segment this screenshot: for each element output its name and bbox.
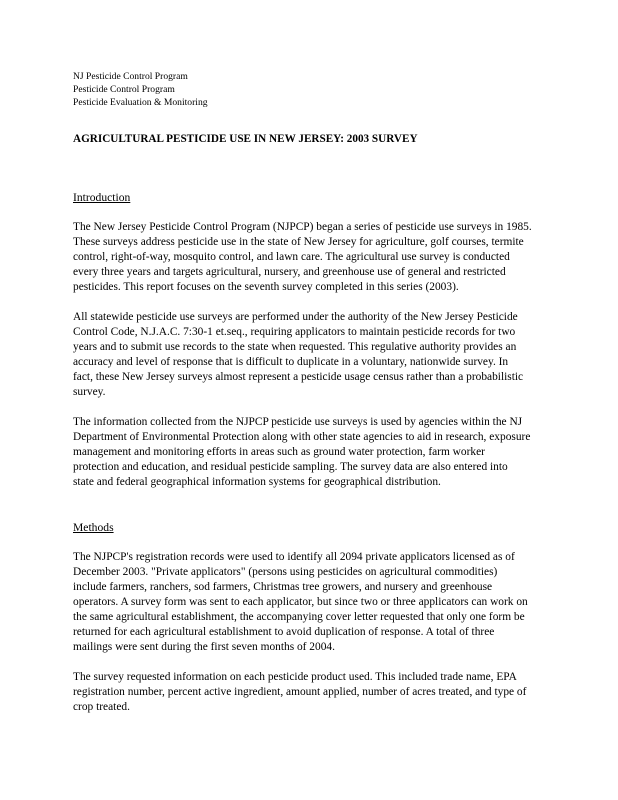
document-page [73, 70, 549, 715]
paragraph-line: operators. A survey form was sent to each applicator, but since two or three applicators can work on [73, 596, 528, 608]
paragraph-line: every three years and targets agricultural, nursery, and greenhouse use of general and restricted [73, 266, 506, 278]
paragraph-line: December 2003. "Private applicators" (persons using pesticides on agricultural commodities) [73, 566, 498, 578]
paragraph-line: protection and education, and residual pesticide sampling. The survey data are also entered into [73, 461, 508, 473]
document-header [73, 70, 549, 109]
paragraph-line: Department of Environmental Protection along with other state agencies to aid in research, exposure [73, 431, 531, 443]
introduction-paragraph-1 [73, 220, 549, 295]
document-title: AGRICULTURAL PESTICIDE USE IN NEW JERSEY: 2003 SURVEY [73, 133, 418, 145]
paragraph-line: the same agricultural establishment, the accompanying cover letter requested that only one form be [73, 611, 525, 623]
paragraph-line: The information collected from the NJPCP pesticide use surveys is used by agencies within the NJ [73, 416, 523, 428]
paragraph-line: The NJPCP's registration records were used to identify all 2094 private applicators licensed as of [73, 551, 515, 563]
methods-paragraph-1 [73, 550, 549, 655]
paragraph-line: All statewide pesticide use surveys are performed under the authority of the New Jersey Pesticide [73, 311, 518, 323]
header-line-program: Pesticide Control Program [73, 84, 175, 95]
paragraph-line: control, right-of-way, mosquito control, and lawn care. The agricultural use survey is conducted [73, 251, 510, 263]
paragraph-line: crop treated. [73, 701, 130, 713]
header-line-agency: NJ Pesticide Control Program [73, 71, 188, 82]
paragraph-line: returned for each agricultural establishment to avoid duplication of response. A total of three [73, 626, 495, 638]
methods-paragraph-2 [73, 670, 549, 715]
paragraph-line: These surveys address pesticide use in the state of New Jersey for agriculture, golf courses, termite [73, 236, 524, 248]
introduction-heading: Introduction [73, 191, 131, 204]
paragraph-line: accuracy and level of response that is difficult to duplicate in a voluntary, nationwide survey. In [73, 356, 509, 368]
paragraph-line: The New Jersey Pesticide Control Program (NJPCP) began a series of pesticide use surveys in 1985. [73, 221, 532, 233]
introduction-paragraph-2 [73, 310, 549, 400]
paragraph-line: fact, these New Jersey surveys almost represent a pesticide usage census rather than a probabilistic [73, 371, 524, 383]
paragraph-line: Control Code, N.J.A.C. 7:30-1 et.seq., requiring applicators to maintain pesticide records for two [73, 326, 516, 338]
paragraph-line: The survey requested information on each pesticide product used. This included trade name, EPA [73, 671, 517, 683]
paragraph-line: years and to submit use records to the state when requested. This regulative authority provides an [73, 341, 517, 353]
paragraph-line: state and federal geographical information systems for geographical distribution. [73, 476, 441, 488]
methods-heading: Methods [73, 521, 114, 534]
header-line-unit: Pesticide Evaluation & Monitoring [73, 97, 208, 108]
introduction-paragraph-3 [73, 415, 549, 490]
paragraph-line: pesticides. This report focuses on the seventh survey completed in this series (2003). [73, 281, 459, 293]
paragraph-line: management and monitoring efforts in areas such as ground water protection, farm worker [73, 446, 485, 458]
paragraph-line: include farmers, ranchers, sod farmers, Christmas tree growers, and nursery and greenhouse [73, 581, 493, 593]
paragraph-line: mailings were sent during the first seven months of 2004. [73, 641, 335, 653]
paragraph-line: registration number, percent active ingredient, amount applied, number of acres treated, and type of [73, 686, 527, 698]
paragraph-line: survey. [73, 386, 106, 398]
